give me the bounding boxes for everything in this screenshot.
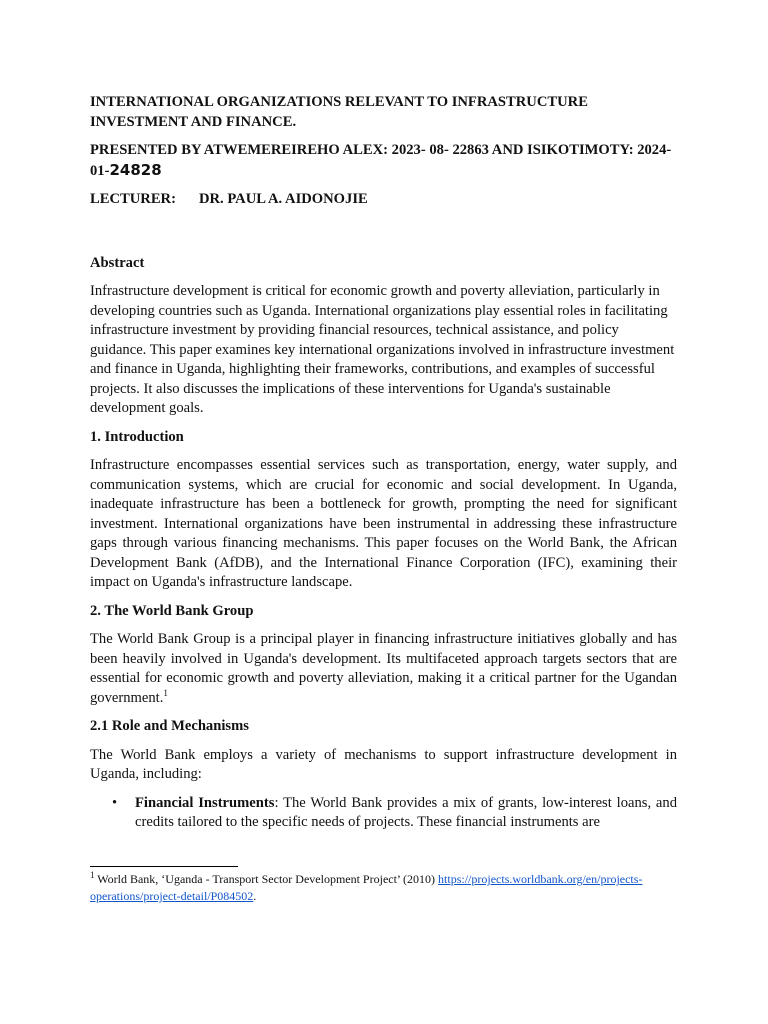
lecturer-name: DR. PAUL A. AIDONOJIE	[198, 191, 368, 207]
bullet-text: : The World Bank provides a mix of grants, low-interest loans, and credits tailored to the specific needs of projects. These financial instruments are	[135, 794, 678, 830]
abstract-heading: Abstract	[90, 254, 145, 271]
presenters-text: PRESENTED BY ATWEMEREIREHO ALEX: 2023- 08- 22863 AND ISIKOTIMOTY: 2024-01-	[90, 142, 672, 179]
list-item	[112, 794, 678, 833]
introduction-heading: 1. Introduction	[90, 428, 184, 445]
footnote-link[interactable]: https://projects.worldbank.org/en/projects-operations/project-detail/P084502	[90, 872, 643, 903]
mechanisms-list	[90, 794, 677, 833]
presenters-line	[90, 141, 677, 181]
footnote	[90, 871, 677, 905]
footnote-reference[interactable]: 1	[163, 687, 168, 698]
document-body	[90, 93, 677, 833]
abstract-paragraph: Infrastructure development is critical for economic growth and poverty alleviation, particularly in developing countries such as Uganda. International organizations play essential roles in facilitating infrastructure investment by providing financial resources, technical assistance, and policy guidance. This paper examines key international organizations involved in infrastructure investment and finance in Uganda, highlighting their frameworks, contributions, and examples of successful projects. It also discusses the implications of these interventions for Uganda's sustainable development goals.	[90, 283, 675, 416]
introduction-paragraph: Infrastructure encompasses essential services such as transportation, energy, water supply, and communication systems, which are crucial for economic and social development. In Uganda, inadequate infrastructure has been a bottleneck for growth, prompting the need for significant investment. International organizations have been instrumental in addressing these infrastructure gaps through various financing mechanisms. This paper focuses on the World Bank, the African Development Bank (AfDB), and the International Finance Corporation (IFC), examining their impact on Uganda's infrastructure landscape.	[90, 457, 677, 590]
footnote-period: .	[253, 889, 257, 903]
bullet-icon: •	[112, 794, 118, 811]
role-mechanisms-heading: 2.1 Role and Mechanisms	[90, 718, 249, 734]
lecturer-line	[90, 190, 677, 210]
footnote-number: 1	[90, 870, 95, 880]
world-bank-text: The World Bank Group is a principal player in financing infrastructure initiatives globally and has been heavily involved in Uganda's development. Its multifaceted approach targets sectors that are essential for economic growth and poverty alleviation, making it a critical partner for the Ugandan government.	[90, 631, 677, 706]
document-title: INTERNATIONAL ORGANIZATIONS RELEVANT TO INFRASTRUCTURE INVESTMENT AND FINANCE.	[90, 94, 588, 130]
footnote-separator	[90, 866, 238, 867]
world-bank-paragraph	[90, 630, 677, 708]
footnote-text: World Bank, ‘Uganda - Transport Sector Development Project’ (2010)	[94, 872, 439, 886]
lecturer-label: LECTURER:	[90, 191, 176, 207]
bullet-term: Financial Instruments	[135, 794, 275, 811]
presenter-id-number: 24828	[109, 160, 162, 179]
role-mechanisms-paragraph: The World Bank employs a variety of mechanisms to support infrastructure development in Uganda, including:	[90, 746, 677, 782]
world-bank-heading: 2. The World Bank Group	[90, 602, 254, 619]
